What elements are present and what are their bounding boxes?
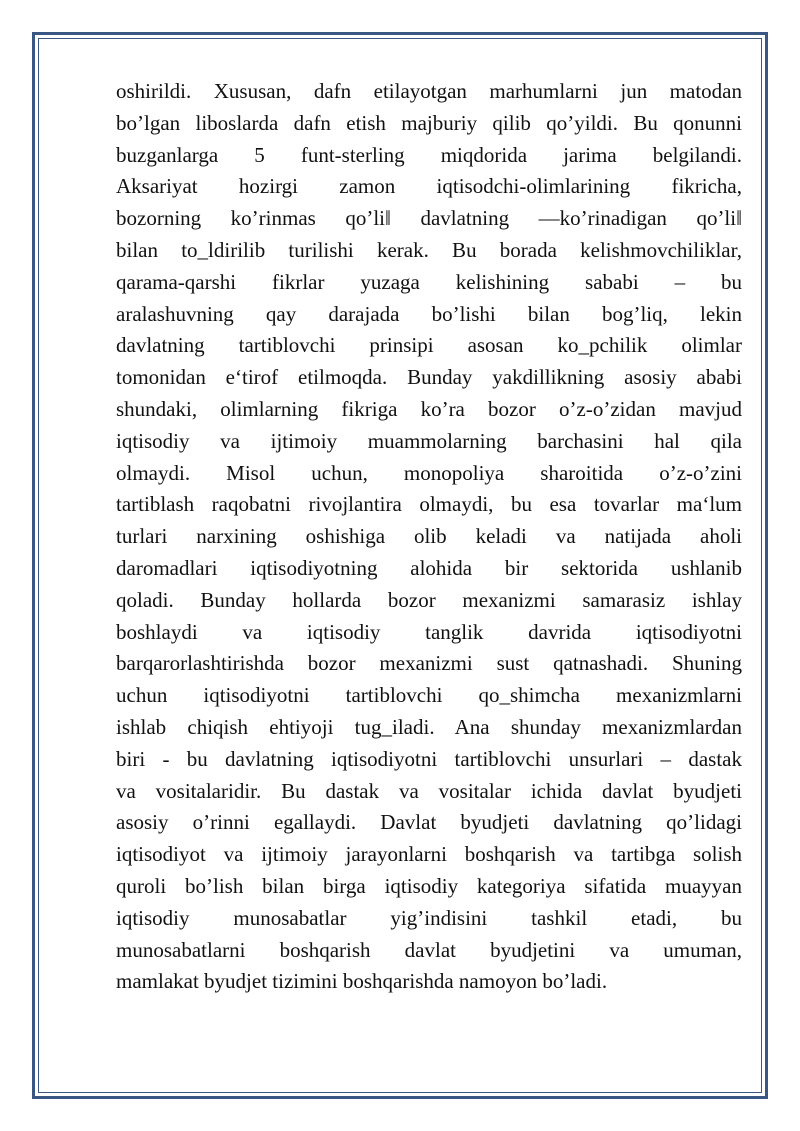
- text-line-25: iqtisodiyot va ijtimoiy jarayonlarni boshqarish va tartibga solish: [116, 842, 742, 867]
- text-line-11: shundaki, olimlarning fikriga ko’ra bozor o’z-o’zidan mavjud: [116, 396, 742, 421]
- text-line-1: oshirildi. Xususan, dafn etilayotgan marhumlarni jun matodan: [116, 79, 742, 103]
- text-line-20: uchun iqtisodiyotni tartiblovchi qo_shimcha mexanizmlarni: [116, 683, 742, 708]
- text-line-3: buzganlarga 5 funt-sterling miqdorida jarima belgilandi.: [116, 142, 742, 167]
- text-line-24: asosiy o’rinni egallaydi. Davlat byudjeti davlatning qo’lidagi: [116, 810, 742, 835]
- text-line-16: daromadlari iqtisodiyotning alohida bir sektorida ushlanib: [116, 555, 742, 580]
- text-line-23: va vositalaridir. Bu dastak va vositalar ichida davlat byudjeti: [116, 778, 742, 803]
- text-line-18: boshlaydi va iqtisodiy tanglik davrida iqtisodiyotni: [116, 619, 742, 644]
- text-line-9: davlatning tartiblovchi prinsipi asosan ko_pchilik olimlar: [116, 333, 742, 358]
- text-line-10: tomonidan e‘tirof etilmoqda. Bunday yakdillikning asosiy ababi: [116, 365, 742, 390]
- text-line-17: qoladi. Bunday hollarda bozor mexanizmi samarasiz ishlay: [116, 587, 742, 612]
- text-line-8: aralashuvning qay darajada bo’lishi bilan bog’liq, lekin: [116, 301, 742, 326]
- text-line-2: bo’lgan liboslarda dafn etish majburiy qilib qo’yildi. Bu qonunni: [116, 110, 742, 135]
- body-paragraph: [116, 76, 742, 998]
- text-line-22: biri - bu davlatning iqtisodiyotni tartiblovchi unsurlari – dastak: [116, 746, 742, 771]
- text-line-27: iqtisodiy munosabatlar yig’indisini tashkil etadi, bu: [116, 905, 742, 930]
- text-line-26: quroli bo’lish bilan birga iqtisodiy kategoriya sifatida muayyan: [116, 873, 742, 898]
- text-line-29: mamlakat byudjet tizimini boshqarishda namoyon bo’ladi.: [116, 969, 608, 994]
- text-line-5: bozorning ko’rinmas qo’li‖ davlatning ―ko’rinadigan qo’li‖: [116, 206, 742, 231]
- text-line-14: tartiblash raqobatni rivojlantira olmaydi, bu esa tovarlar ma‘lum: [116, 492, 742, 517]
- text-line-15: turlari narxining oshishiga olib keladi va natijada aholi: [116, 524, 742, 549]
- text-line-12: iqtisodiy va ijtimoiy muammolarning barchasini hal qila: [116, 428, 742, 453]
- text-line-21: ishlab chiqish ehtiyoji tug_iladi. Ana shunday mexanizmlardan: [116, 714, 742, 739]
- text-line-28: munosabatlarni boshqarish davlat byudjetini va umuman,: [116, 937, 742, 962]
- text-line-19: barqarorlashtirishda bozor mexanizmi sust qatnashadi. Shuning: [116, 651, 742, 676]
- text-line-6: bilan to_ldirilib turilishi kerak. Bu borada kelishmovchiliklar,: [116, 237, 742, 262]
- text-line-7: qarama-qarshi fikrlar yuzaga kelishining sababi – bu: [116, 269, 742, 294]
- text-line-13: olmaydi. Misol uchun, monopoliya sharoitida o’z-o’zini: [116, 460, 742, 485]
- text-line-4: Aksariyat hozirgi zamon iqtisodchi-olimlarining fikricha,: [116, 174, 742, 199]
